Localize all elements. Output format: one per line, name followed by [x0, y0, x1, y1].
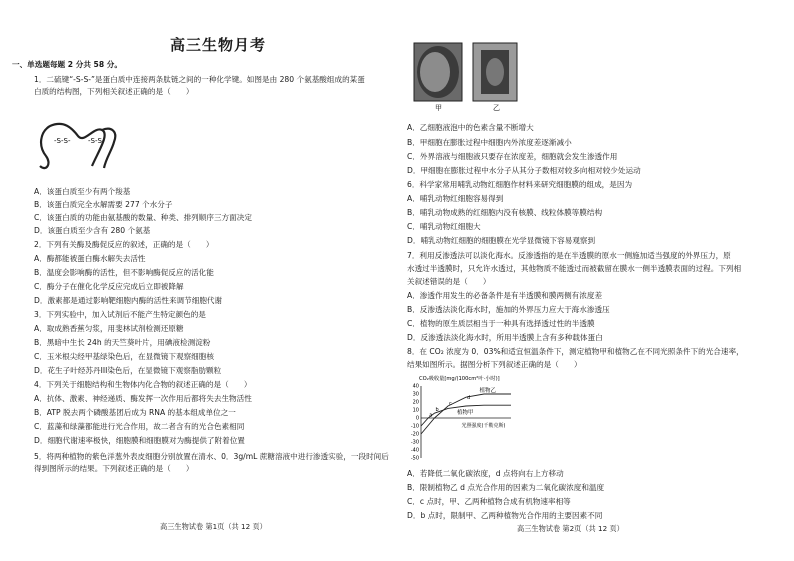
point-label-c: c	[449, 401, 452, 408]
y-ticks	[411, 384, 419, 462]
q3-option-a: A．取成熟香蕉匀浆，用斐林试剂检测还原糖	[34, 324, 184, 333]
q6-option-c: C．哺乳动物红细胞大	[407, 222, 481, 231]
q2-option-b: B．温度会影响酶的活性，但不影响酶促反应的活化能	[34, 268, 214, 277]
disulfide-label-2: -S-S-	[88, 137, 105, 145]
q5-option-a: A．乙细胞液泡中的色素含量不断增大	[407, 123, 534, 132]
chart-ylabel: CO₂吸收量[mg/(100cm²叶·小时)]	[419, 376, 500, 382]
chart-xlabel: 光照强度(千勒克斯)	[461, 423, 506, 429]
q1-stem-line1: 1．二硫键“-S-S-”是蛋白质中连接两条肽链之间的一种化学键。如图是由 280 个氨基酸组成的某蛋	[34, 75, 365, 84]
q3-option-c: C．玉米根尖经甲基绿染色后，在显微镜下观察细胞核	[34, 352, 214, 361]
q8-stem-line1: 8．在 CO₂ 浓度为 0．03%和适宜恒温条件下，测定植物甲和植物乙在不同光照条件下的光合速率，	[407, 347, 744, 356]
q3-stem: 3．下列实验中，加入试剂后不能产生特定颜色的是	[34, 310, 206, 319]
y-tick-label: -20	[410, 431, 419, 438]
y-tick-label: -30	[410, 439, 419, 446]
q4-option-a: A．抗体、激素、神经递质、酶发挥一次作用后都将失去生物活性	[34, 394, 252, 403]
point-label-d: d	[467, 394, 471, 401]
q5-option-d: D．甲细胞在膨胀过程中水分子从其分子数相对较多向相对较少处运动	[407, 166, 641, 175]
q7-stem-line2: 水透过半透膜时，只允许水透过，其他物质不能透过而被截留在膜水一侧半透膜表面的过程。下列相	[407, 264, 742, 273]
q7-stem-line1: 7．利用反渗透法可以淡化海水。反渗透指的是在半透膜的原水一侧施加适当强度的外界压力，原	[407, 251, 731, 260]
cell-figure	[411, 40, 523, 112]
q2-option-a: A．酶都能被蛋白酶水解失去活性	[34, 254, 146, 263]
y-tick-label: 40	[412, 383, 419, 390]
q1-option-b: B．该蛋白质完全水解需要 277 个水分子	[34, 200, 173, 209]
cell-label-yi: 乙	[493, 104, 500, 112]
q8-option-d: D．b 点时，限制甲、乙两种植物光合作用的主要因素不同	[407, 511, 603, 520]
section-heading: 一、单选题每题 2 分共 58 分。	[12, 60, 122, 69]
peptide-chain	[40, 124, 115, 168]
q8-option-c: C．c 点时，甲、乙两种植物合成有机物速率相等	[407, 497, 571, 506]
photosynthesis-chart	[399, 372, 519, 464]
q6-option-b: B．哺乳动物成熟的红细胞内没有核膜、线粒体膜等膜结构	[407, 208, 603, 217]
y-tick-label: 20	[412, 399, 419, 406]
q5-option-b: B．甲细胞在膨胀过程中细胞内外浓度差逐渐减小	[407, 138, 572, 147]
q8-stem-line2: 结果如图所示。据图分析下列叙述正确的是（ ）	[407, 360, 582, 369]
q4-option-b: B．ATP 脱去两个磷酸基团后成为 RNA 的基本组成单位之一	[34, 408, 236, 417]
q2-option-c: C．酶分子在催化化学反应完成后立即被降解	[34, 282, 184, 291]
q7-option-b: B．反渗透法淡化海水时，施加的外界压力应大于海水渗透压	[407, 305, 610, 314]
q5-stem-line2: 得到图所示的结果。下列叙述正确的是（ ）	[34, 464, 194, 473]
series-label-2: 植物乙	[479, 388, 497, 394]
q2-stem: 2．下列有关酶及酶促反应的叙述，正确的是（ ）	[34, 240, 214, 249]
q4-option-d: D．细胞代谢速率极快，细胞膜和细胞膜对为酶提供了附着位置	[34, 436, 245, 445]
q2-option-d: D．激素都是通过影响靶细胞内酶的活性来调节细胞代谢	[34, 296, 223, 305]
page-1-footer: 高三生物试卷 第1页（共 12 页）	[160, 522, 267, 531]
q6-stem: 6．科学家常用哺乳动物红细胞作材料来研究细胞膜的组成，是因为	[407, 180, 633, 189]
q3-option-b: B．黑暗中生长 24h 的天竺葵叶片，用碘液检测淀粉	[34, 338, 211, 347]
y-tick-label: 10	[412, 407, 419, 414]
q1-option-d: D．该蛋白质至少含有 280 个氨基	[34, 226, 151, 235]
q7-option-d: D．反渗透法淡化海水时，所用半透膜上含有多种载体蛋白	[407, 333, 603, 342]
q8-option-a: A．若降低二氧化碳浓度，d 点将向右上方移动	[407, 469, 564, 478]
protein-structure-figure	[36, 118, 126, 174]
q7-stem-line3: 关叙述错误的是（ ）	[407, 277, 491, 286]
y-tick-label: -50	[410, 455, 419, 462]
cell-jia-inner	[420, 52, 450, 92]
page-title: 高三生物月考	[170, 36, 267, 54]
point-label-a: a	[429, 412, 433, 419]
y-tick-label: -40	[410, 447, 419, 454]
q6-option-a: A．哺乳动物红细胞容易得到	[407, 194, 504, 203]
cell-yi-vacuole	[486, 58, 504, 86]
q1-stem-line2: 白质的结构图，下列相关叙述正确的是（ ）	[34, 87, 194, 96]
q4-option-c: C．蓝藻和绿藻都能进行光合作用，故二者含有的光合色素相同	[34, 422, 245, 431]
disulfide-label-1: -S-S-	[54, 137, 71, 145]
q1-option-a: A．该蛋白质至少有两个羧基	[34, 187, 131, 196]
q7-option-c: C．植物的原生质层相当于一种具有选择透过性的半透膜	[407, 319, 595, 328]
q3-option-d: D．花生子叶经苏丹III染色后，在显微镜下观察脂肪颗粒	[34, 366, 222, 375]
q1-option-c: C．该蛋白质的功能由氨基酸的数量、种类、排列顺序三方面决定	[34, 213, 252, 222]
q4-stem: 4．下列关于细胞结构和生物体内化合物的叙述正确的是（ ）	[34, 380, 252, 389]
cell-label-jia: 甲	[435, 104, 442, 112]
page-2-footer: 高三生物试卷 第2页（共 12 页）	[517, 524, 624, 533]
y-tick-label: 30	[412, 391, 419, 398]
q5-stem-line1: 5．将两种植物的紫色洋葱外表皮细胞分别放置在清水、0．3g/mL 蔗糖溶液中进行渗透实验，一段时间后	[34, 452, 389, 461]
y-tick-label: 0	[415, 415, 419, 422]
q7-option-a: A．渗透作用发生的必备条件是有半透膜和膜两侧有浓度差	[407, 291, 603, 300]
y-tick-label: -10	[410, 423, 419, 430]
q6-option-d: D．哺乳动物红细胞的细胞膜在光学显微镜下容易观察到	[407, 236, 596, 245]
point-label-b: b	[435, 406, 439, 413]
page-2	[397, 0, 794, 561]
series-label-1: 植物甲	[457, 410, 474, 416]
q5-option-c: C．外界溶液与细胞液只要存在浓度差，细胞就会发生渗透作用	[407, 152, 618, 161]
q8-option-b: B．限制植物乙 d 点光合作用的因素为二氧化碳浓度和温度	[407, 483, 605, 492]
